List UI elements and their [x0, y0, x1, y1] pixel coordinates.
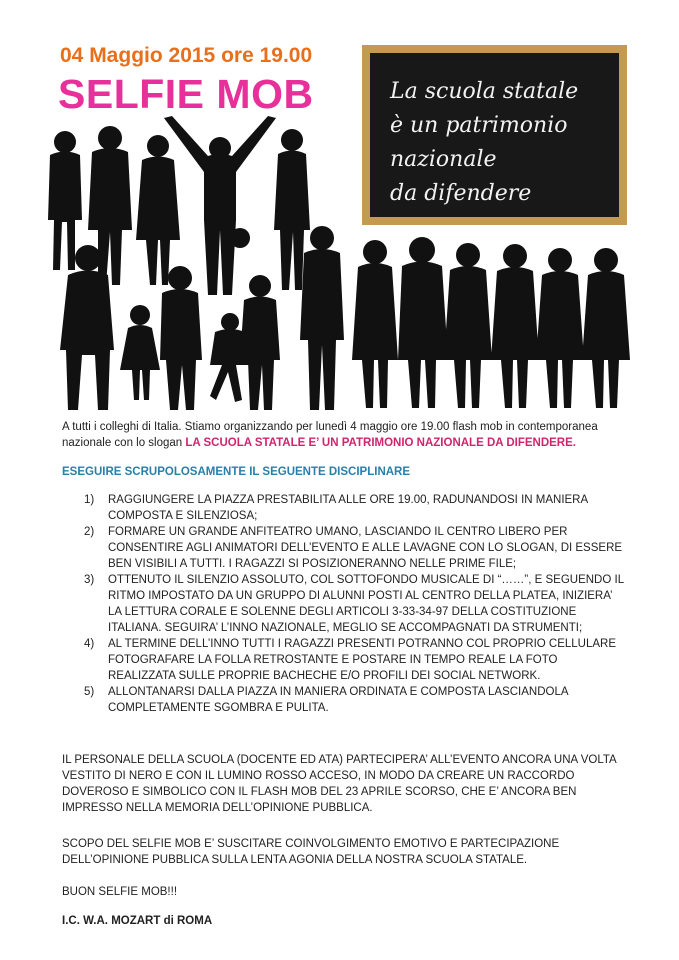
blackboard — [362, 45, 627, 225]
slogan-text: LA SCUOLA STATALE E’ UN PATRIMONIO NAZIONALE DA DIFENDERE. — [185, 437, 576, 449]
rules-list — [84, 492, 624, 716]
list-item — [84, 636, 624, 684]
list-number: 3) — [84, 574, 95, 586]
purpose-paragraph: SCOPO DEL SELFIE MOB E’ SUSCITARE COINVOLGIMENTO EMOTIVO E PARTECIPAZIONE DELL’OPINIONE PUBBLICA SULLA LENTA AGONIA DELLA NOSTRA SCUOLA STATALE. — [62, 838, 560, 866]
list-item — [84, 684, 624, 716]
list-number: 4) — [84, 638, 95, 650]
signature-text: I.C. W.A. MOZART di ROMA — [62, 915, 213, 927]
blackboard-slogan — [390, 75, 578, 211]
list-number: 2) — [84, 526, 95, 538]
blackboard-line: La scuola statale — [390, 79, 579, 104]
discipline-heading: ESEGUIRE SCRUPOLOSAMENTE IL SEGUENTE DISCIPLINARE — [62, 466, 411, 478]
list-item — [84, 492, 624, 524]
blackboard-line: nazionale — [390, 147, 497, 172]
list-text: RAGGIUNGERE LA PIAZZA PRESTABILITA ALLE ORE 19.00, RADUNANDOSI IN MANIERA COMPOSTA E SILENZIOSA; — [108, 494, 588, 522]
greeting-text: BUON SELFIE MOB!!! — [62, 886, 178, 898]
intro-paragraph — [62, 419, 622, 451]
blackboard-line: da difendere — [390, 181, 532, 206]
blackboard-line: è un patrimonio — [390, 113, 568, 138]
list-text: FORMARE UN GRANDE ANFITEATRO UMANO, LASCIANDO IL CENTRO LIBERO PER CONSENTIRE AGLI ANIMATORI DELL’EVENTO E ALLE LAVAGNE CON LO SLOGAN, DI ESSERE BEN VISIBILI A TUTTI. I RAGAZZI SI POSIZIONERANNO NELLE PRIME FILE; — [108, 526, 623, 570]
intro-text: A tutti i colleghi di Italia. Stiamo organizzando per lunedì 4 maggio ore 19.00 flash mob in contemporanea nazionale con lo slogan — [62, 421, 598, 449]
date-heading: 04 Maggio 2015 ore 19.00 — [60, 44, 313, 67]
staff-paragraph: IL PERSONALE DELLA SCUOLA (DOCENTE ED ATA) PARTECIPERA’ ALL’EVENTO ANCORA UNA VOLTA VESTITO DI NERO E CON IL LUMINO ROSSO ACCESO, IN MODO DA CREARE UN RACCORDO DOVEROSO E SIMBOLICO CON IL FLASH MOB DEL 23 APRILE SCORSO, CHE E’ ANCORA BEN IMPRESSO NELLA MEMORIA DELL’OPINIONE PUBBLICA. — [62, 754, 617, 814]
list-text: ALLONTANARSI DALLA PIAZZA IN MANIERA ORDINATA E COMPOSTA LASCIANDOLA COMPLETAMENTE SGOMBRA E PULITA. — [108, 686, 568, 714]
page-title: SELFIE MOB — [58, 71, 314, 117]
list-text: AL TERMINE DELL’INNO TUTTI I RAGAZZI PRESENTI POTRANNO COL PROPRIO CELLULARE FOTOGRAFARE LA FOLLA RETROSTANTE E POSTARE IN TEMPO REALE LA FOTO REALIZZATA SULLE PROPRIE BACHECHE E/O PROFILI DEI SOCIAL NETWORK. — [108, 638, 617, 682]
list-number: 5) — [84, 686, 95, 698]
list-item — [84, 524, 624, 572]
list-number: 1) — [84, 494, 95, 506]
list-item — [84, 572, 624, 636]
list-text: OTTENUTO IL SILENZIO ASSOLUTO, COL SOTTOFONDO MUSICALE DI “……”, E SEGUENDO IL RITMO IMPOSTATO DA UN GRUPPO DI ALUNNI POSTI AL CENTRO DELLA PLATEA, INIZIERA’ LA LETTURA CORALE E SOLENNE DEGLI ARTICOLI 3-33-34-97 DELLA COSTITUZIONE ITALIANA. SEGUIRA’ L’INNO NAZIONALE, MEGLIO SE ACCOMPAGNATI DA STRUMENTI; — [108, 574, 624, 634]
